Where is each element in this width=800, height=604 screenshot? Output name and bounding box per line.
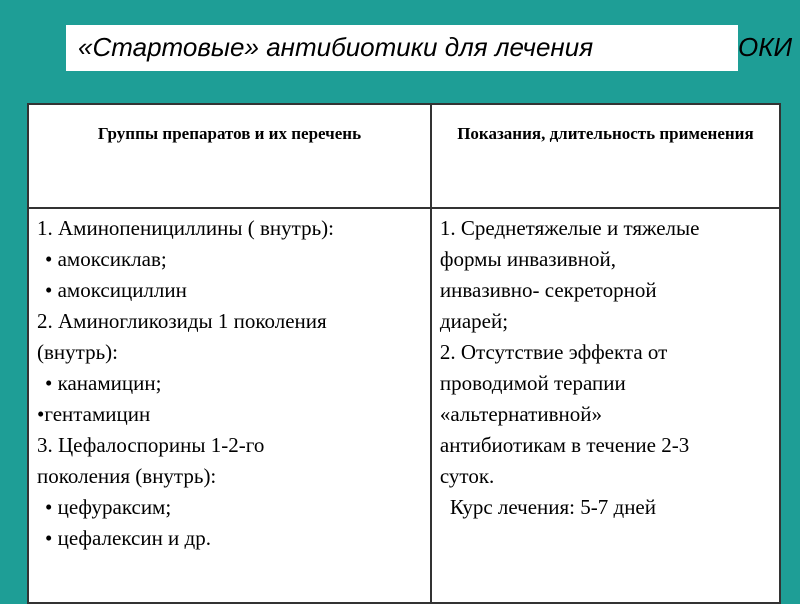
list-item: диарей; (439, 309, 509, 333)
list-item: • цефураксим; (45, 495, 172, 519)
title-box (66, 25, 738, 71)
header-indications: Показания, длительность применения (431, 104, 780, 208)
list-item: проводимой терапии (439, 371, 626, 395)
list-item: (внутрь): (37, 340, 118, 364)
list-item: • амоксициллин (45, 278, 187, 302)
table-header-row (28, 104, 780, 208)
table-row (28, 208, 780, 603)
list-item: антибиотикам в течение 2-3 (439, 433, 690, 457)
list-item: 1. Среднетяжелые и тяжелые (439, 216, 700, 240)
list-item: 1. Аминопенициллины ( внутрь): (37, 216, 334, 240)
list-item: • цефалексин и др. (45, 526, 211, 550)
list-item: 2. Отсутствие эффекта от (439, 340, 668, 364)
slide-title-tail: ОКИ (738, 32, 793, 62)
antibiotics-table (27, 103, 781, 604)
list-item: формы инвазивной, (439, 247, 616, 271)
slide-title: «Стартовые» антибиотики для лечения (78, 32, 594, 62)
list-item: поколения (внутрь): (37, 464, 217, 488)
list-item: «альтернативной» (439, 402, 602, 426)
course-duration: Курс лечения: 5-7 дней (449, 495, 656, 519)
drug-groups-cell (28, 208, 431, 603)
list-item: •гентамицин (37, 402, 151, 426)
list-item: 2. Аминогликозиды 1 поколения (37, 309, 327, 333)
list-item: • амоксиклав; (45, 247, 167, 271)
indications-cell (431, 208, 780, 603)
list-item: суток. (439, 464, 495, 488)
list-item: инвазивно- секреторной (439, 278, 657, 302)
header-drug-groups: Группы препаратов и их перечень (28, 104, 431, 208)
list-item: 3. Цефалоспорины 1-2-го (37, 433, 265, 457)
list-item: • канамицин; (45, 371, 162, 395)
